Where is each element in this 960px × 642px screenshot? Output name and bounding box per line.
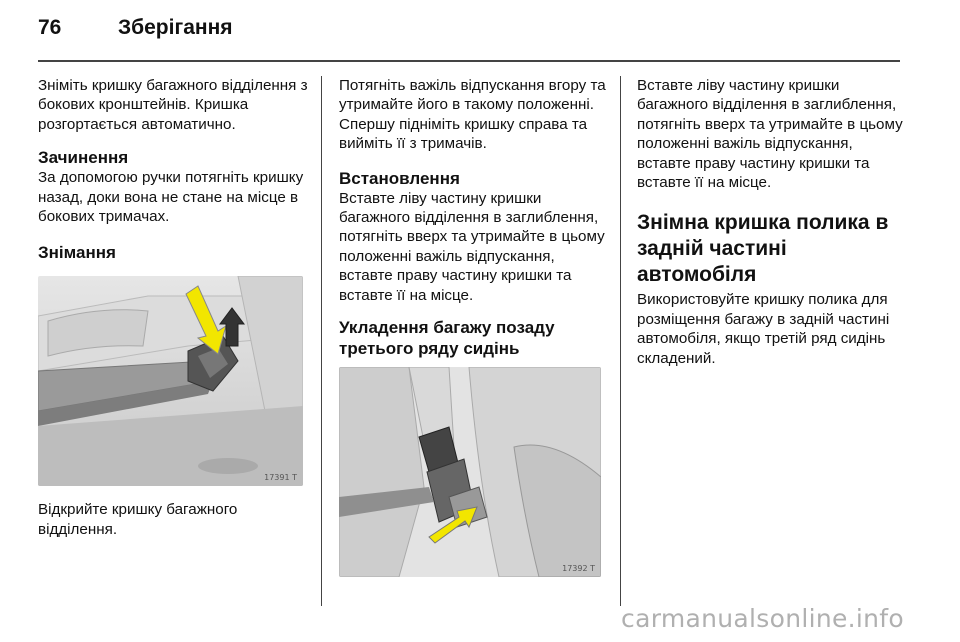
col1-intro-paragraph: Зніміть кришку багажного відділення з бокових кронштейнів. Кришка розгортається автоматично. bbox=[38, 77, 308, 133]
section-title: Зберігання bbox=[118, 16, 233, 39]
header-divider bbox=[38, 60, 900, 62]
column-2 bbox=[339, 76, 607, 577]
watermark: carmanualsonline.info bbox=[621, 604, 904, 633]
closing-paragraph: За допомогою ручки потягніть кришку назад, доки вона не стане на місце в бокових тримачах. bbox=[38, 169, 304, 226]
column-divider-2 bbox=[620, 76, 621, 606]
rear-cover-heading: Знімна кришка полика в задній частині автомобіля bbox=[637, 211, 889, 287]
figure-2-id: 17392 T bbox=[562, 564, 595, 574]
installation-illustration bbox=[339, 367, 601, 577]
stowing-heading: Укладення багажу позаду третього ряду сидінь bbox=[339, 318, 555, 359]
figure-1-id: 17391 T bbox=[264, 473, 297, 483]
figure-cover-removal bbox=[38, 276, 303, 486]
page-header bbox=[38, 16, 900, 56]
col2-intro-paragraph: Потягніть важіль відпускання вгору та утримайте його в такому положенні. Спершу підніміть кришку справа та вийміть її з тримачів. bbox=[339, 77, 606, 153]
closing-heading: Зачинення bbox=[38, 148, 129, 168]
removal-heading: Знімання bbox=[38, 243, 116, 263]
cargo-cover-illustration bbox=[38, 276, 303, 486]
column-1 bbox=[38, 76, 308, 539]
page-number: 76 bbox=[38, 16, 62, 39]
rear-cover-paragraph: Використовуйте кришку полика для розміщення багажу в задній частині автомобіля, якщо третій ряд сидінь складений. bbox=[637, 291, 890, 367]
column-3 bbox=[637, 76, 903, 368]
installation-paragraph: Вставте ліву частину кришки багажного відділення в заглиблення, потягніть вверх та утримайте в цьому положенні важіль відпускання, вставте праву частину кришки та вставте її на місце. bbox=[339, 189, 605, 304]
figure-cover-installation bbox=[339, 367, 601, 577]
figure-1-caption: Відкрийте кришку багажного відділення. bbox=[38, 501, 238, 538]
col3-intro-paragraph: Вставте ліву частину кришки багажного відділення в заглиблення, потягніть вверх та утримайте в цьому положенні важіль відпускання, вставте праву частину кришки та вставте її на місце. bbox=[637, 77, 903, 192]
column-divider-1 bbox=[321, 76, 322, 606]
installation-heading: Встановлення bbox=[339, 168, 460, 188]
